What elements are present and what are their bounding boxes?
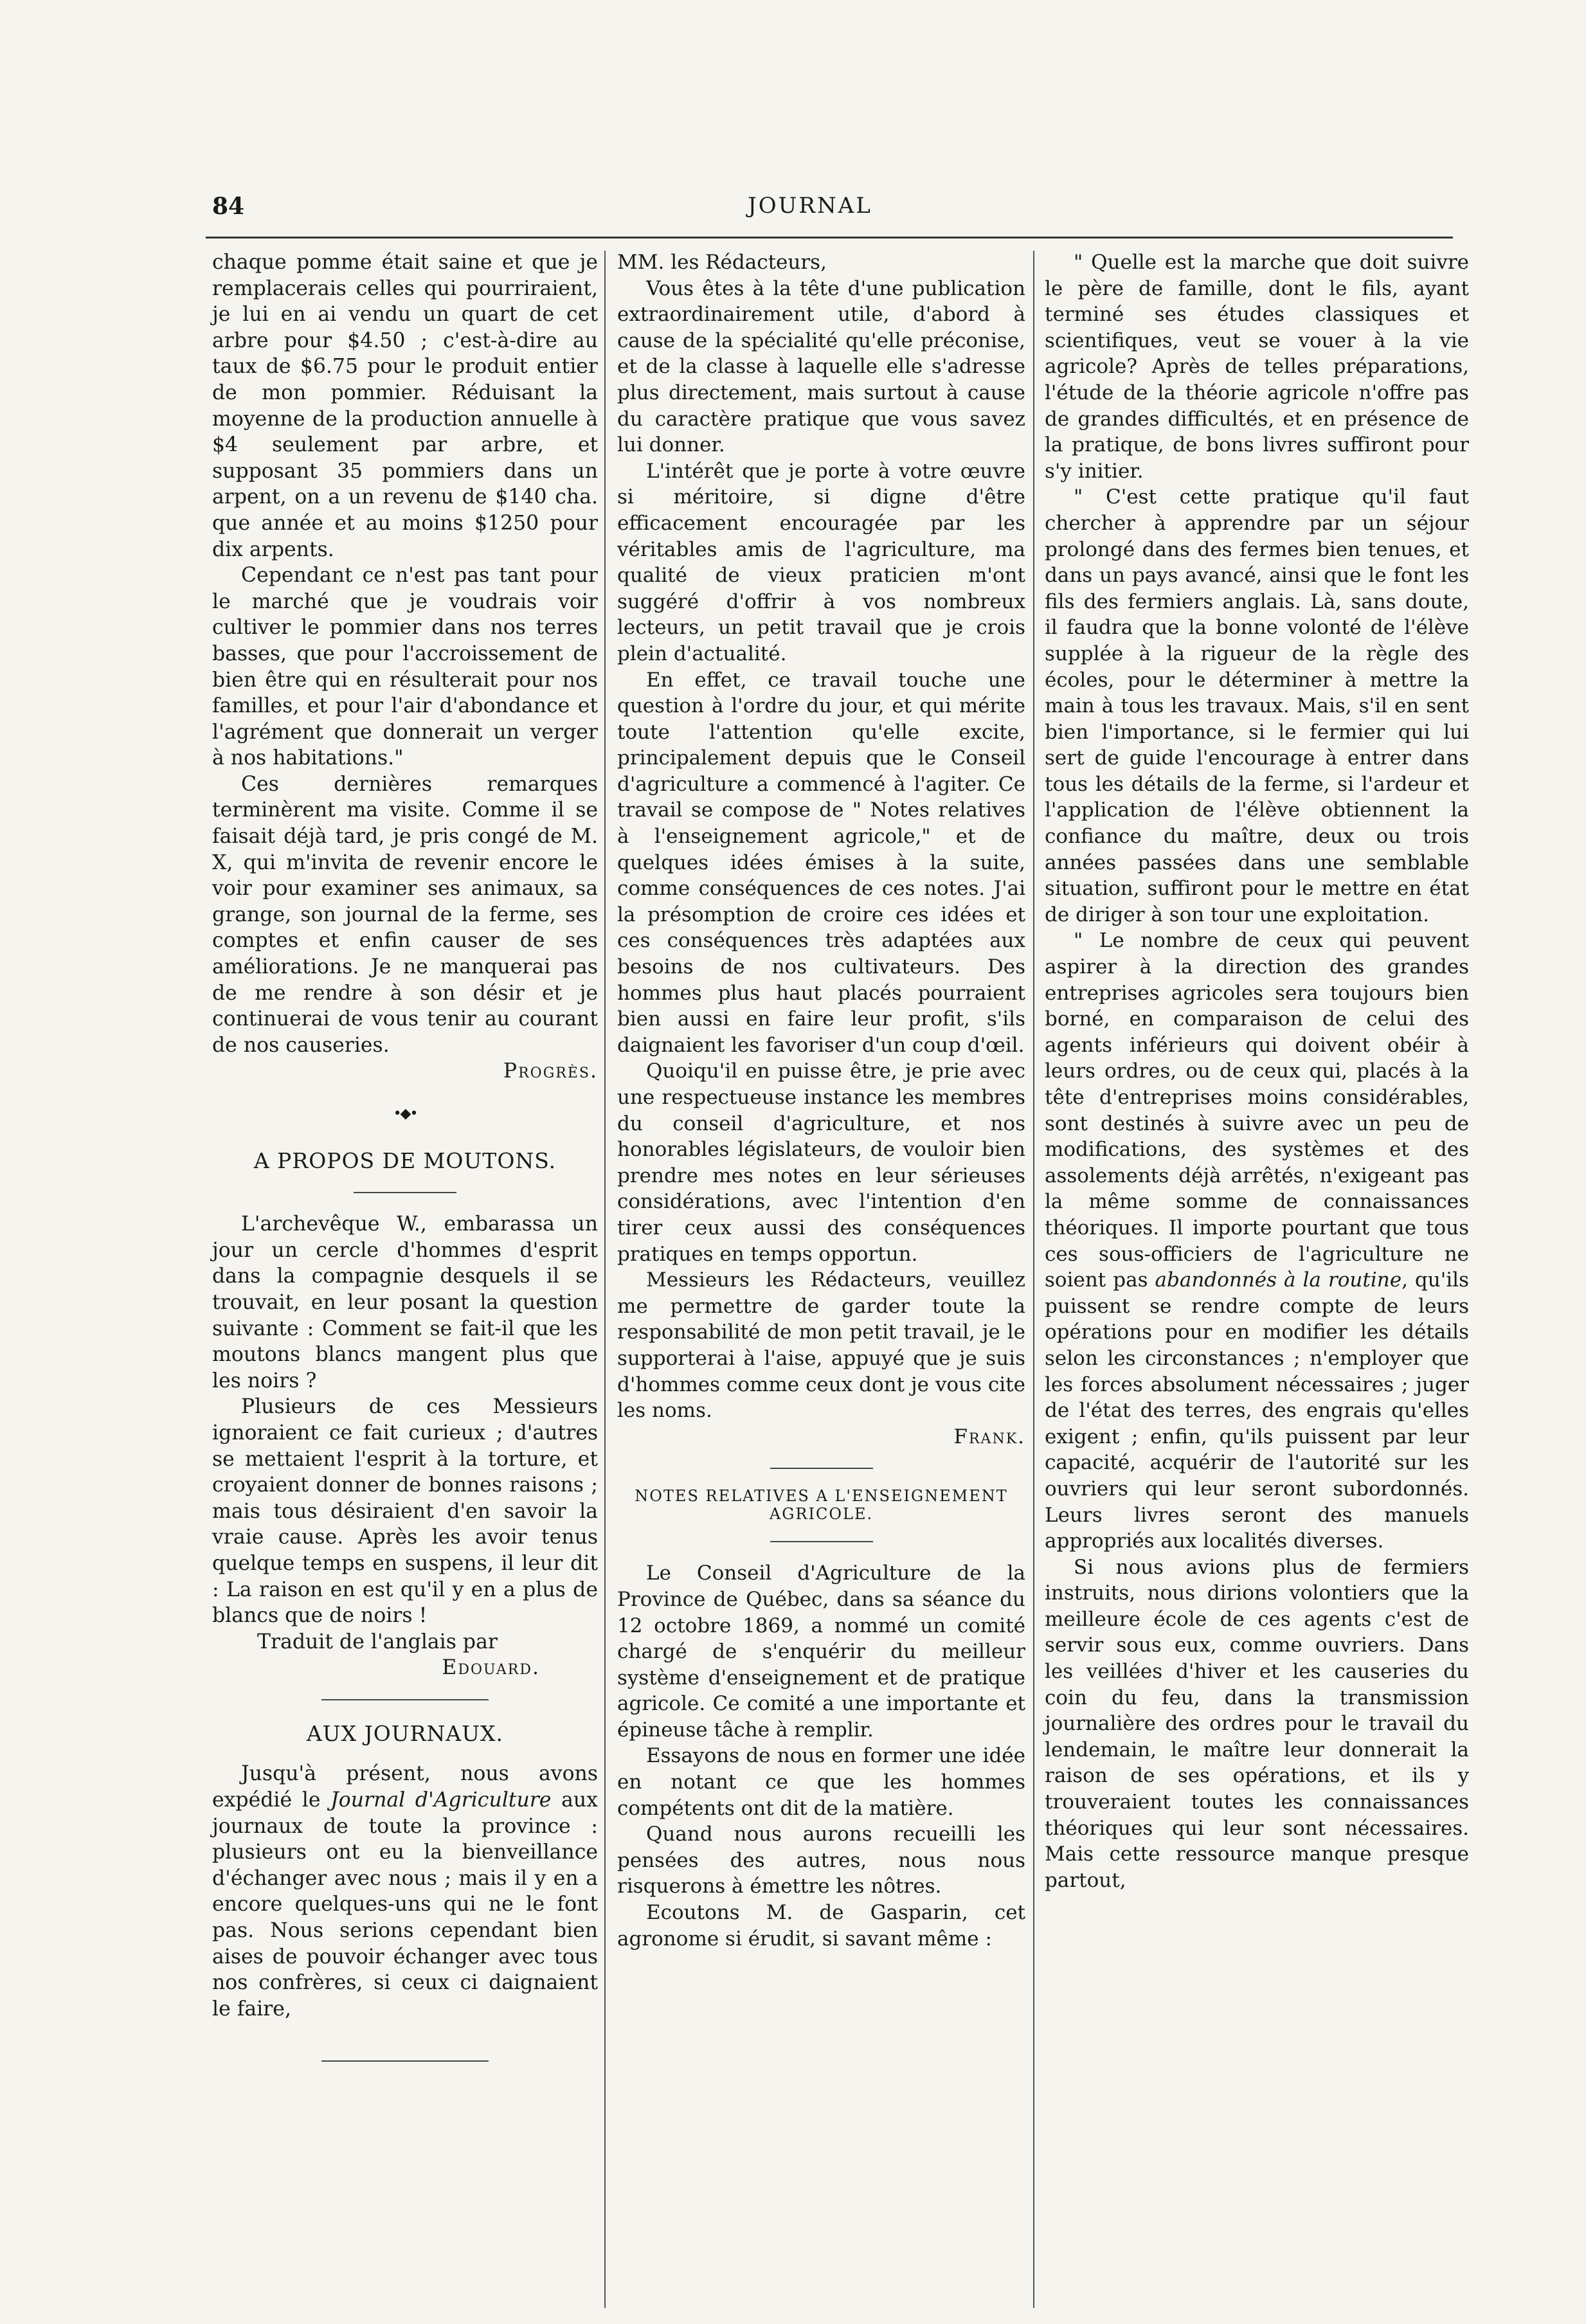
column-middle: [617, 249, 1025, 1952]
article-paragraph: Quoiqu'il en puisse être, je prie avec une respectueuse instance les membres du conseil d'agriculture, et nos honorables législateurs, de vouloir bien prendre mes notes en leur sérieuses considérations, avec l'intention d'en tirer ceux aussi des conséquences pratiques en temps opportun.: [617, 1059, 1025, 1266]
article-paragraph: L'archevêque W., embarassa un jour un cercle d'hommes d'esprit dans la compagnie desquels il se trouvait, en leur posant la question suivante : Comment se fait-il que les moutons blancs mangent plus que les noirs ?: [212, 1212, 598, 1392]
article-paragraph: " Quelle est la marche que doit suivre le père de famille, dont le fils, ayant terminé ses études classiques et scientifiques, veut se vouer à la vie agricole? Après de telles préparations, l'étude de la théorie agricole n'offre pas de grandes difficultés, et en présence de la pratique, de bons livres suffiront pour s'y initier.: [1045, 251, 1469, 483]
emphasis-text: abandonnés à la routine: [1155, 1268, 1402, 1292]
article-paragraph: chaque pomme était saine et que je remplacerais celles qui pourriraient, je lui en ai vendu un quart de cet arbre pour $4.50 ; c'est-à-dire au taux de $6.75 pour le produit entier de mon pommier. Réduisant la moyenne de la production annuelle à $4 seulement par arbre, et supposant 35 pommiers dans un arpent, on a un revenu de $140 cha. que année et au moins $1250 pour dix arpents.: [212, 251, 598, 561]
section-heading: AUX JOURNAUX.: [306, 1720, 504, 1746]
article-paragraph: Si nous avions plus de fermiers instruits, nous dirions volontiers que la meilleure école de ces agents c'est de servir sous eux, comme ouvriers. Dans les veillées d'hiver et les causeries du coin du feu, dans la transmission journalière des ordres pour le travail du lendemain, le maître leur donnerait la raison de ses opérations, et ils y trouveraient toutes les connaissances théoriques qui leur sont nécessaires. Mais cette ressource manque presque partout,: [1045, 1555, 1469, 1892]
running-title: JOURNAL: [748, 193, 872, 219]
publication-title: Journal d'Agriculture: [330, 1788, 552, 1812]
article-paragraph: Vous êtes à la tête d'une publication extraordinairement utile, d'abord à cause de la spécialité qu'elle préconise, et de la classe à laquelle elle s'adresse plus directement, mais surtout à cause du caractère pratique que vous savez lui donner.: [617, 276, 1025, 457]
letter-salutation: MM. les Rédacteurs,: [617, 251, 827, 274]
column-divider: [604, 251, 606, 2308]
section-rule: [321, 2060, 489, 2062]
article-paragraph: Ces dernières remarques terminèrent ma visite. Comme il se faisait déjà tard, je pris congé de M. X, qui m'invita de revenir encore le voir pour examiner ses animaux, sa grange, son journal de la ferme, ses comptes et enfin causer de ses améliorations. Je ne manquerai pas de me rendre à son désir et je continuerai de vous tenir au courant de nos causeries.: [212, 772, 598, 1057]
section-rule: [770, 1468, 873, 1469]
section-ornament: •◆•: [393, 1106, 417, 1122]
article-signature: Progrès.: [503, 1059, 598, 1083]
section-heading: A PROPOS DE MOUTONS.: [253, 1148, 557, 1173]
article-paragraph: En effet, ce travail touche une question à l'ordre du jour, et qui mérite toute l'attention qu'elle excite, principalement depuis que le Conseil d'agriculture a commencé à l'agiter. Ce travail se compose de " Notes relatives à l'enseignement agricole," et de quelques idées émises à la suite, comme conséquences de ces notes. J'ai la présomption de croire ces idées et ces conséquences très adaptées aux besoins de nos cultivateurs. Des hommes plus haut placés pourraient bien aussi en faire leur profit, s'ils daignaient les favoriser d'un coup d'œil.: [617, 668, 1025, 1057]
column-left: [212, 249, 598, 2080]
article-paragraph: Ecoutons M. de Gasparin, cet agronome si érudit, si savant même :: [617, 1901, 1025, 1950]
article-paragraph: Le Conseil d'Agriculture de la Province de Québec, dans sa séance du 12 octobre 1869, a nommé un comité chargé de s'enquérir du meilleur système d'enseignement et de pratique agricole. Ce comité a une importante et épineuse tâche à remplir.: [617, 1562, 1025, 1742]
translation-credit: Traduit de l'anglais par: [257, 1630, 498, 1653]
article-paragraph: Plusieurs de ces Messieurs ignoraient ce fait curieux ; d'autres se mettaient l'esprit à la torture, et croyaient donner de bonnes raisons ; mais tous désiraient d'en savoir la vraie cause. Après les avoir tenus quelque temps en suspens, il leur dit : La raison en est qu'il y en a plus de blancs que de noirs !: [212, 1395, 598, 1628]
page-number: 84: [212, 193, 245, 220]
article-paragraph: Essayons de nous en former une idée en notant ce que les hommes compétents ont dit de la matière.: [617, 1744, 1025, 1820]
header-rule: [206, 237, 1453, 239]
article-paragraph: Messieurs les Rédacteurs, veuillez me permettre de garder toute la responsabilité de mon petit travail, je le supporterai à l'aise, appuyé que je suis d'hommes comme ceux dont je vous cite les noms.: [617, 1268, 1025, 1423]
translator-name: Edouard.: [442, 1656, 540, 1680]
section-heading: NOTES RELATIVES A L'ENSEIGNEMENT AGRICOLE.: [635, 1487, 1008, 1524]
heading-rule: [770, 1541, 873, 1542]
column-divider: [1033, 251, 1034, 2308]
article-paragraph: " C'est cette pratique qu'il faut chercher à apprendre par un séjour prolongé dans des fermes bien tenues, et dans un pays avancé, ainsi que le font les fils des fermiers anglais. Là, sans doute, il faudra que la bonne volonté de l'élève supplée à la rigueur de la règle des écoles, pour le déterminer à mettre la main à tous les travaux. Mais, s'il en sent bien l'importance, si le fermier qui lui sert de guide l'encourage à entrer dans tous les détails de la ferme, si l'ardeur et l'application de l'élève obtiennent la confiance du maître, deux ou trois années passées dans une semblable situation, suffiront pour le mettre en état de diriger à son tour une exploitation.: [1045, 485, 1469, 926]
article-paragraph: Jusqu'à présent, nous avons expédié le Journal d'Agriculture aux journaux de toute la province : plusieurs ont eu la bienveillance d'échanger avec nous ; mais il y en a encore quelques-uns qui ne le font pas. Nous serions cependant bien aises de pouvoir échanger avec tous nos confrères, si ceux ci daignaient le faire,: [212, 1762, 598, 2021]
heading-rule: [354, 1192, 456, 1193]
article-signature: Frank.: [953, 1425, 1025, 1448]
article-paragraph: " Le nombre de ceux qui peuvent aspirer à la direction des grandes entreprises agricoles sera toujours bien borné, en comparaison de celui des agents inférieurs qui doivent obéir à leurs ordres, ou de ceux qui, placés à la tête d'entreprises moins considérables, sont destinés à suivre avec un peu de modifications, des systèmes et des assolements déjà arrêtés, n'exigeant pas la même somme de connaissances théoriques. Il importe pourtant que tous ces sous-officiers de l'agriculture ne soient pas abandonnés à la routine, qu'ils puissent se rendre compte de leurs opérations pour en modifier les détails selon les circonstances ; n'employer que les forces absolument nécessaires ; juger de l'état des terres, des engrais qu'elles exigent ; enfin, qu'ils puissent par leur capacité, acquérir de l'autorité sur les ouvriers qui leur seront subordonnés. Leurs livres seront des manuels appropriés aux localités diverses.: [1045, 929, 1470, 1553]
page-header: [174, 186, 1446, 225]
column-right: [1045, 249, 1469, 1893]
section-rule: [321, 1699, 489, 1700]
article-paragraph: Cependant ce n'est pas tant pour le marché que je voudrais voir cultiver le pommier dans nos terres basses, que pour l'accroissement de bien être qui en résulterait pour nos familles, et pour l'air d'abondance et l'agrément que donnerait un verger à nos habitations.": [212, 564, 598, 770]
article-paragraph: L'intérêt que je porte à votre œuvre si méritoire, si digne d'être efficacement encouragée par les véritables amis de l'agriculture, ma qualité de vieux praticien m'ont suggéré d'offrir à vos nombreux lecteurs, un petit travail que je crois plein d'actualité.: [617, 459, 1025, 665]
article-paragraph: Quand nous aurons recueilli les pensées des autres, nous nous risquerons à émettre les nôtres.: [617, 1823, 1025, 1898]
